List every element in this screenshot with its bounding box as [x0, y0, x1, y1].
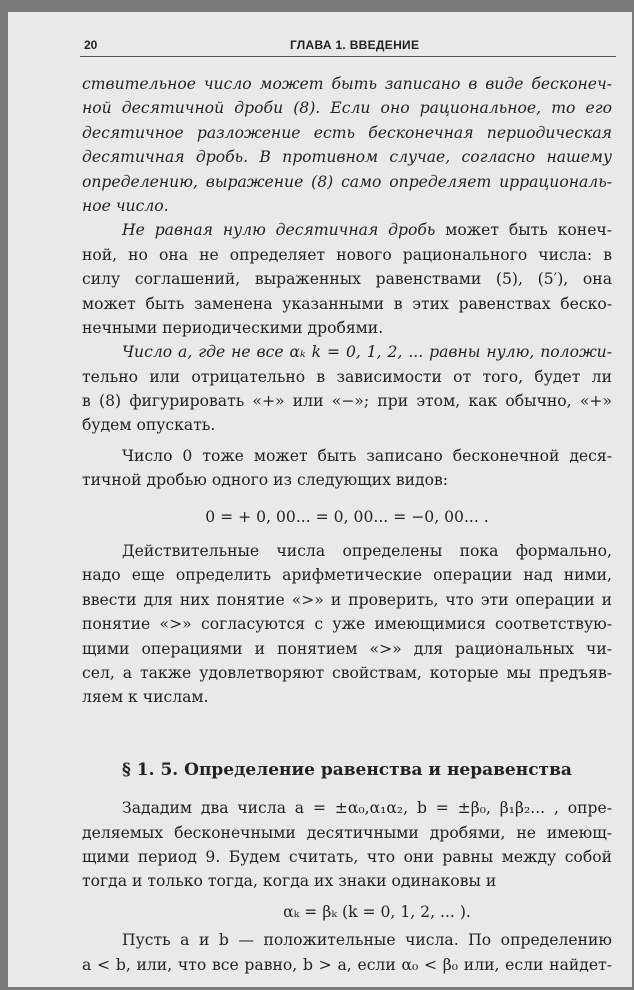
- body-text: [82, 72, 612, 977]
- text-line: в (8) фигурировать «+» или «−»; при этом, как обычно, «+»: [82, 392, 612, 411]
- text-line: деляемых бесконечными десятичными дробями, не имеющ-: [82, 823, 612, 842]
- book-page: [8, 12, 632, 987]
- paragraph-3: [82, 340, 612, 438]
- text-line: ствительное число может быть записано в виде бесконеч-: [82, 75, 612, 93]
- page-number: 20: [84, 38, 98, 52]
- zero-formula: 0 = + 0, 00... = 0, 00... = −0, 00... .: [205, 507, 489, 526]
- text-line: надо еще определить арифметические операции над ними,: [82, 566, 612, 585]
- equality-formula: αₖ = βₖ (k = 0, 1, 2, ... ).: [283, 902, 471, 921]
- text-line: тогда и только тогда, когда их знаки одинаковы и: [82, 872, 497, 891]
- text-line: понятие «>» согласуются с уже имеющимися соответствую-: [82, 615, 612, 634]
- text-line: ной десятичной дроби (8). Если оно рациональное, то его: [82, 99, 612, 118]
- text-line: Действительные числа определены пока формально,: [122, 542, 612, 561]
- text-span: может быть конеч-: [435, 221, 612, 240]
- paragraph-1: [82, 72, 612, 218]
- text-line: ное число.: [82, 196, 169, 215]
- text-line: Число 0 тоже может быть записано бесконечной деся-: [122, 446, 612, 465]
- text-line: тичной дробью одного из следующих видов:: [82, 471, 449, 490]
- text-line: ввести для них понятие «>» и проверить, что эти операции и: [82, 590, 612, 609]
- paragraph-5: [82, 539, 612, 710]
- text-line: нечными периодическими дробями.: [82, 318, 384, 337]
- text-line: щими операциями и понятием «>» для рациональных чи-: [82, 639, 612, 658]
- text-line: ляем к числам.: [82, 688, 209, 707]
- text-line: ной, но она не определяет нового рационального числа: в: [82, 245, 612, 264]
- text-line: будем опускать.: [82, 416, 216, 435]
- text-line: Пусть a и b — положительные числа. По определению: [122, 931, 612, 950]
- paragraph-7: [82, 928, 612, 977]
- paragraph-6: [82, 796, 612, 924]
- text-line: может быть заменена указанными в этих равенствах беско-: [82, 294, 612, 313]
- emphasis: Не равная нулю десятичная дробь: [122, 221, 436, 240]
- section-heading: § 1. 5. Определение равенства и неравенства: [122, 759, 572, 780]
- running-header: [80, 36, 616, 57]
- text-line: щими период 9. Будем считать, что они равны между собой: [82, 847, 612, 866]
- text-line: десятичная дробь. В противном случае, согласно нашему: [82, 148, 612, 167]
- text-line: тельно или отрицательно в зависимости от того, будет ли: [82, 367, 612, 386]
- paragraph-4: [82, 444, 612, 529]
- text-line: a < b, или, что все равно, b > a, если α₀ < β₀ или, если найдет-: [82, 955, 612, 974]
- text-line: определению, выражение (8) само определяет иррациональ-: [82, 172, 612, 191]
- text-line: Число a, где не все αₖ k = 0, 1, 2, ... равны нулю, положи-: [122, 343, 612, 362]
- text-line: сел, а также удовлетворяют свойствам, которые мы предъяв-: [82, 663, 612, 682]
- text-line: силу соглашений, выраженных равенствами (5), (5′), она: [82, 270, 612, 289]
- paragraph-2: [82, 218, 612, 340]
- text-line: [82, 218, 612, 242]
- text-line: десятичное разложение есть бесконечная периодическая: [82, 123, 612, 142]
- chapter-title: ГЛАВА 1. ВВЕДЕНИЕ: [290, 38, 420, 52]
- text-line: Зададим два числа a = ±α₀,α₁α₂, b = ±β₀, β₁β₂... , опре-: [122, 799, 612, 818]
